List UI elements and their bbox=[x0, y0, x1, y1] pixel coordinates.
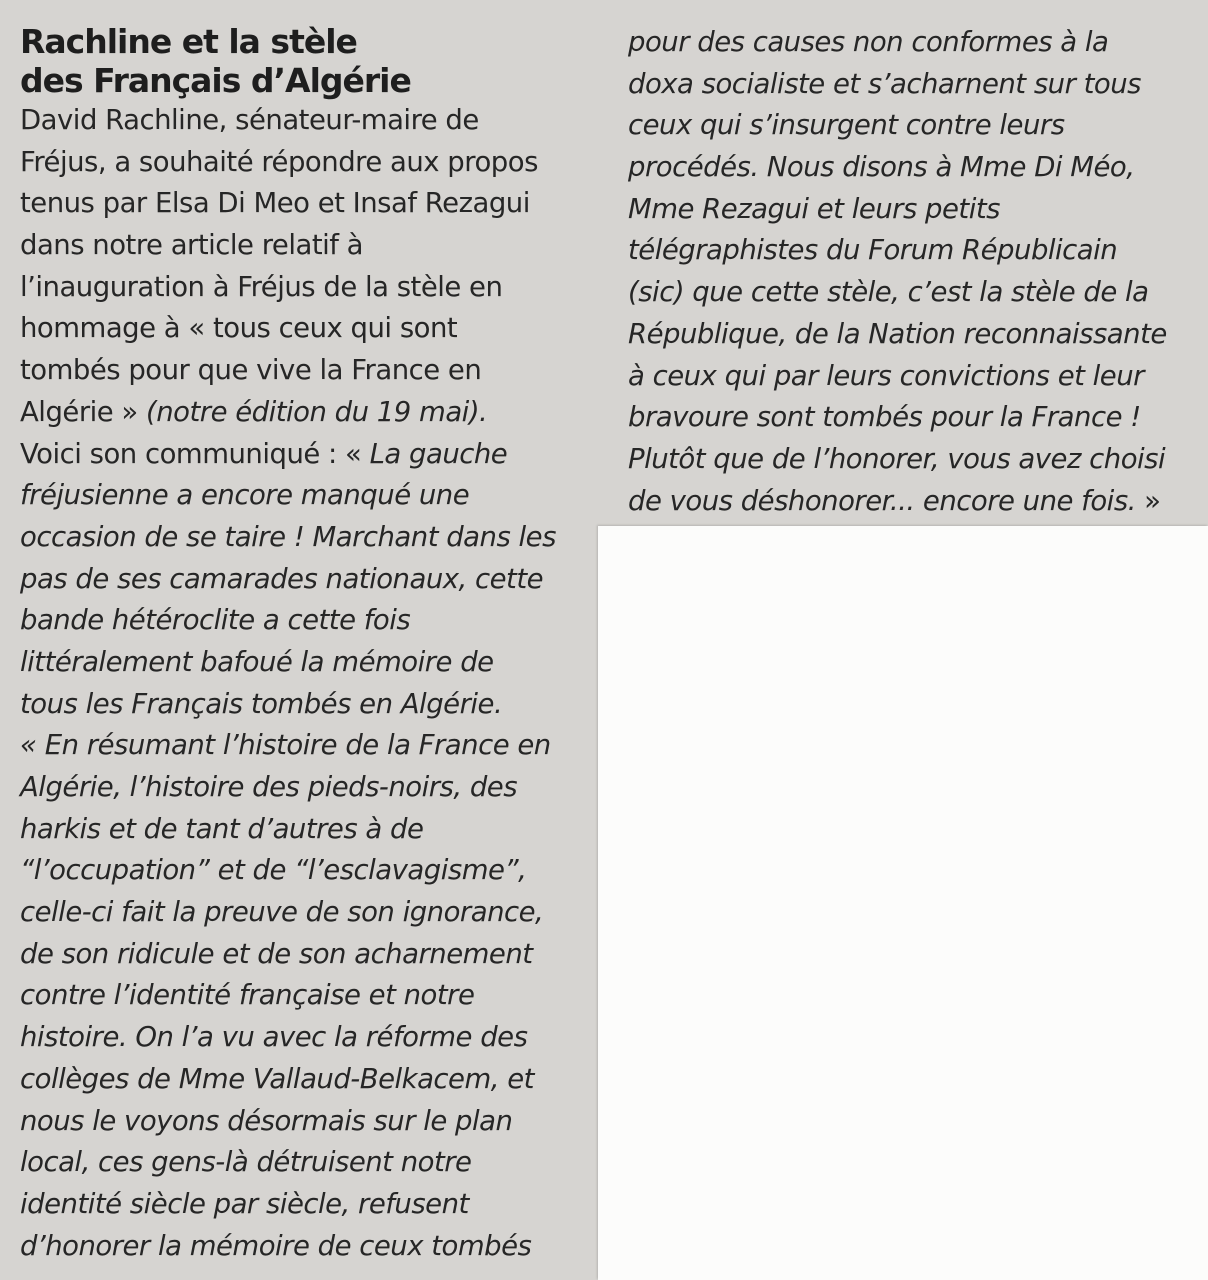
text-line bbox=[628, 105, 1198, 147]
text: tenus par Elsa Di Meo et Insaf Rezagui bbox=[20, 187, 530, 220]
italic-text: ceux qui s’insurgent contre leurs bbox=[628, 109, 1065, 142]
italic-text: de son ridicule et de son acharnement bbox=[20, 937, 533, 970]
italic-text: (notre édition du 19 mai). bbox=[146, 395, 488, 428]
italic-text: nous le voyons désormais sur le plan bbox=[20, 1104, 513, 1137]
italic-text: occasion de se taire ! Marchant dans les bbox=[20, 520, 556, 553]
italic-text: de vous déshonorer... encore une fois. bbox=[628, 484, 1136, 517]
text-line bbox=[20, 1226, 595, 1268]
text: Voici son communiqué : « bbox=[20, 437, 370, 470]
text-line bbox=[20, 434, 595, 476]
text-line bbox=[628, 22, 1198, 64]
text-line bbox=[628, 481, 1198, 523]
text-line bbox=[20, 183, 595, 225]
text-line bbox=[628, 272, 1198, 314]
text-line bbox=[628, 314, 1198, 356]
text-line bbox=[20, 725, 595, 767]
italic-text: identité siècle par siècle, refusent bbox=[20, 1187, 469, 1220]
text-line bbox=[20, 559, 595, 601]
headline-line-2: des Français d’Algérie bbox=[20, 61, 411, 100]
text-line bbox=[20, 642, 595, 684]
text-line bbox=[628, 64, 1198, 106]
text-line bbox=[20, 267, 595, 309]
text-line bbox=[628, 189, 1198, 231]
text-line bbox=[20, 350, 595, 392]
text-line bbox=[628, 147, 1198, 189]
text: Fréjus, a souhaité répondre aux propos bbox=[20, 145, 538, 178]
text-line bbox=[20, 100, 595, 142]
left-column bbox=[20, 22, 595, 1267]
text-line bbox=[20, 1017, 595, 1059]
italic-text: procédés. Nous disons à Mme Di Méo, bbox=[628, 151, 1135, 184]
text: dans notre article relatif à bbox=[20, 229, 364, 262]
text: l’inauguration à Fréjus de la stèle en bbox=[20, 270, 503, 303]
italic-text: « En résumant l’histoire de la France en bbox=[20, 729, 551, 762]
italic-text: collèges de Mme Vallaud-Belkacem, et bbox=[20, 1062, 534, 1095]
italic-text: (sic) que cette stèle, c’est la stèle de la bbox=[628, 276, 1149, 309]
italic-text: à ceux qui par leurs convictions et leur bbox=[628, 359, 1144, 392]
right-column bbox=[628, 22, 1198, 522]
text-line bbox=[20, 767, 595, 809]
italic-text: fréjusienne a encore manqué une bbox=[20, 479, 470, 512]
italic-text: Plutôt que de l’honorer, vous avez choisi bbox=[628, 442, 1166, 475]
italic-text: “l’occupation” et de “l’esclavagisme”, bbox=[20, 854, 527, 887]
text-line bbox=[20, 1184, 595, 1226]
italic-text: bravoure sont tombés pour la France ! bbox=[628, 401, 1141, 434]
text-line bbox=[20, 1059, 595, 1101]
text-line bbox=[628, 356, 1198, 398]
right-column-body bbox=[628, 22, 1198, 522]
text-line bbox=[20, 850, 595, 892]
article-headline bbox=[20, 22, 595, 100]
text-line bbox=[20, 142, 595, 184]
left-column-body bbox=[20, 100, 595, 1267]
text-line bbox=[20, 809, 595, 851]
text-line bbox=[628, 439, 1198, 481]
text-line bbox=[20, 934, 595, 976]
italic-text: pas de ses camarades nationaux, cette bbox=[20, 562, 544, 595]
italic-text: histoire. On l’a vu avec la réforme des bbox=[20, 1021, 528, 1054]
italic-text: La gauche bbox=[369, 437, 508, 470]
text: hommage à « tous ceux qui sont bbox=[20, 312, 458, 345]
text-line bbox=[20, 475, 595, 517]
text-line bbox=[20, 684, 595, 726]
italic-text: littéralement bafoué la mémoire de bbox=[20, 645, 494, 678]
text-line bbox=[20, 308, 595, 350]
italic-text: Mme Rezagui et leurs petits bbox=[628, 192, 1000, 225]
italic-text: Algérie, l’histoire des pieds-noirs, des bbox=[20, 771, 518, 803]
text: » bbox=[1135, 484, 1161, 517]
text: David Rachline, sénateur-maire de bbox=[20, 104, 479, 136]
text: Algérie » bbox=[20, 395, 147, 428]
italic-text: République, de la Nation reconnaissante bbox=[628, 317, 1167, 350]
text: tombés pour que vive la France en bbox=[20, 354, 482, 387]
italic-text: harkis et de tant d’autres à de bbox=[20, 812, 424, 845]
italic-text: celle-ci fait la preuve de son ignorance, bbox=[20, 896, 544, 929]
text-line bbox=[20, 225, 595, 267]
italic-text: télégraphistes du Forum Républicain bbox=[628, 234, 1118, 267]
text-line bbox=[628, 230, 1198, 272]
italic-text: d’honorer la mémoire de ceux tombés bbox=[20, 1229, 532, 1262]
italic-text: local, ces gens-là détruisent notre bbox=[20, 1146, 472, 1179]
text-line bbox=[20, 892, 595, 934]
text-line bbox=[20, 1101, 595, 1143]
italic-text: tous les Français tombés en Algérie. bbox=[20, 687, 503, 720]
text-line bbox=[20, 600, 595, 642]
italic-text: doxa socialiste et s’acharnent sur tous bbox=[628, 67, 1142, 100]
text-line bbox=[20, 1142, 595, 1184]
italic-text: pour des causes non conformes à la bbox=[628, 26, 1109, 58]
text-line bbox=[20, 975, 595, 1017]
blank-paper-area bbox=[598, 526, 1208, 1280]
headline-line-1: Rachline et la stèle bbox=[20, 22, 357, 61]
text-line bbox=[20, 517, 595, 559]
italic-text: bande hétéroclite a cette fois bbox=[20, 604, 411, 637]
italic-text: contre l’identité française et notre bbox=[20, 979, 475, 1012]
text-line bbox=[20, 392, 595, 434]
text-line bbox=[628, 397, 1198, 439]
